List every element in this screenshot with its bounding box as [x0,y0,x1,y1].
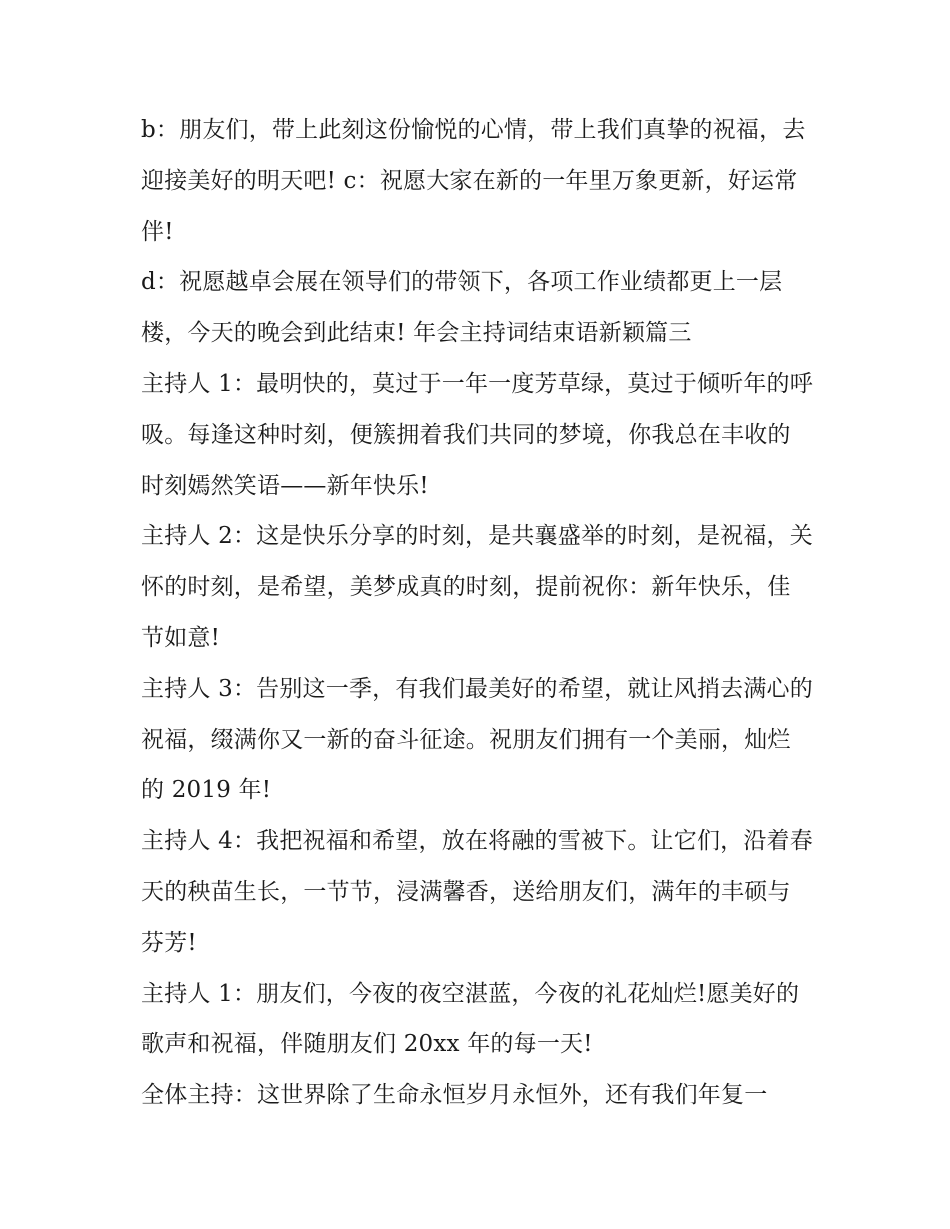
paragraph-host-1: 主持人 1：最明快的，莫过于一年一度芳草绿，莫过于倾听年的呼吸。每逢这种时刻，便簇拥着我们共同的梦境，你我总在丰收的时刻嫣然笑语——新年快乐! [141,370,813,499]
paragraph-host-3: 主持人 3：告别这一季，有我们最美好的希望，就让风捎去满心的祝福，缀满你又一新的奋斗征途。祝朋友们拥有一个美丽，灿烂的 2019 年! [141,675,813,804]
paragraph-host-2: 主持人 2：这是快乐分享的时刻，是共襄盛举的时刻，是祝福，关怀的时刻，是希望，美梦成真的时刻，提前祝你：新年快乐，佳节如意! [141,523,813,651]
paragraph-host-4: 主持人 4：我把祝福和希望，放在将融的雪被下。让它们，沿着春天的秧苗生长，一节节，浸满馨香，送给朋友们，满年的丰硕与芬芳! [141,828,813,956]
document-page [141,105,813,1121]
paragraph-company-wish: d：祝愿越卓会展在领导们的带领下，各项工作业绩都更上一层楼，今天的晚会到此结束! 年会主持词结束语新颖篇三 [141,269,783,347]
paragraph-all-hosts: 全体主持：这世界除了生命永恒岁月永恒外，还有我们年复一 [141,1082,768,1109]
paragraph-host-1-second: 主持人 1：朋友们，今夜的夜空湛蓝，今夜的礼花灿烂!愿美好的歌声和祝福，伴随朋友们 20xx 年的每一天! [141,980,800,1058]
paragraph-closing-wishes: b：朋友们，带上此刻这份愉悦的心情，带上我们真挚的祝福，去迎接美好的明天吧! c：祝愿大家在新的一年里万象更新，好运常伴! [141,117,806,245]
